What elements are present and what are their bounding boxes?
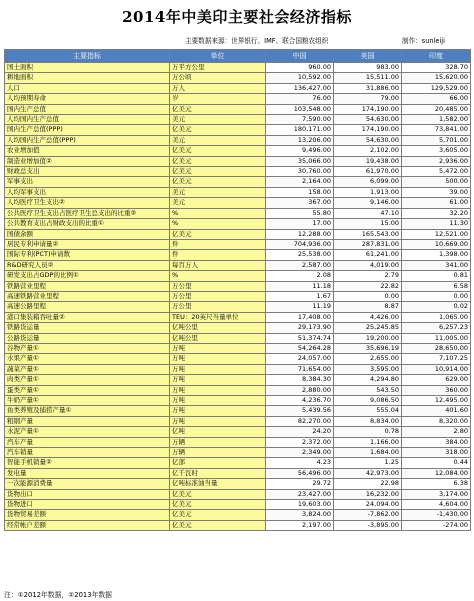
indicator-cell: 人均军事支出 — [5, 187, 170, 197]
china-value-cell: 24,057.00 — [266, 354, 334, 364]
unit-cell: 万吨 — [170, 364, 266, 374]
china-value-cell: 55.80 — [266, 208, 334, 218]
usa-value-cell: 1,684.00 — [334, 448, 402, 458]
indicator-cell: 肉类产量① — [5, 375, 170, 385]
china-value-cell: 24.20 — [266, 427, 334, 437]
indicator-cell: 研发支出占GDP的比例① — [5, 271, 170, 281]
unit-cell: TEU：20英尺当量单位 — [170, 312, 266, 322]
indicator-cell: 铁路货运量 — [5, 323, 170, 333]
unit-cell: 万辆 — [170, 437, 266, 447]
usa-value-cell: 79.00 — [334, 94, 402, 104]
india-value-cell: 2,936.00 — [402, 156, 471, 166]
india-value-cell: 32.20 — [402, 208, 471, 218]
unit-cell: 万吨 — [170, 343, 266, 353]
table-row — [5, 520, 471, 530]
unit-cell: 万吨 — [170, 375, 266, 385]
indicator-cell: 铁路营业里程 — [5, 281, 170, 291]
india-value-cell: 1,398.00 — [402, 250, 471, 260]
india-value-cell: 2.80 — [402, 427, 471, 437]
indicator-cell: 财政总支出 — [5, 167, 170, 177]
indicator-cell: 人均医疗卫生支出② — [5, 198, 170, 208]
indicator-cell: 公共教育支出占财政支出的比重① — [5, 219, 170, 229]
usa-value-cell: 543.50 — [334, 385, 402, 395]
usa-value-cell: -3,895.00 — [334, 520, 402, 530]
china-value-cell: 17.00 — [266, 219, 334, 229]
usa-value-cell: 0.78 — [334, 427, 402, 437]
usa-value-cell: 19,200.00 — [334, 333, 402, 343]
china-value-cell: 2,197.00 — [266, 520, 334, 530]
unit-cell: 美元 — [170, 198, 266, 208]
china-value-cell: 19,603.00 — [266, 500, 334, 510]
table-row — [5, 260, 471, 270]
indicator-cell: 智能手机销量② — [5, 458, 170, 468]
unit-cell: 亿部 — [170, 458, 266, 468]
usa-value-cell: 9,146.00 — [334, 198, 402, 208]
usa-value-cell: 2.79 — [334, 271, 402, 281]
unit-cell: 亿美元 — [170, 489, 266, 499]
table-row — [5, 167, 471, 177]
india-value-cell: 10,669.00 — [402, 239, 471, 249]
india-value-cell: 12,084.00 — [402, 468, 471, 478]
table-row — [5, 468, 471, 478]
header-india: 印度 — [402, 50, 471, 63]
india-value-cell: 5,472.00 — [402, 167, 471, 177]
unit-cell: 万人 — [170, 83, 266, 93]
india-value-cell: 3,605.00 — [402, 146, 471, 156]
usa-value-cell: 15,511.00 — [334, 73, 402, 83]
table-row — [5, 500, 471, 510]
usa-value-cell: 8,834.00 — [334, 416, 402, 426]
unit-cell: % — [170, 219, 266, 229]
india-value-cell: 7,107.25 — [402, 354, 471, 364]
usa-value-cell: 54,630.00 — [334, 115, 402, 125]
usa-value-cell: 2,102.00 — [334, 146, 402, 156]
table-row — [5, 177, 471, 187]
china-value-cell: 29,173.90 — [266, 323, 334, 333]
india-value-cell: 15,620.00 — [402, 73, 471, 83]
india-value-cell: 5,701.00 — [402, 135, 471, 145]
table-row — [5, 406, 471, 416]
usa-value-cell: 6,099.00 — [334, 177, 402, 187]
unit-cell: 岁 — [170, 94, 266, 104]
indicator-cell: 汽车产量 — [5, 437, 170, 447]
table-row — [5, 156, 471, 166]
indicator-cell: 发电量 — [5, 468, 170, 478]
china-value-cell: 10,592.00 — [266, 73, 334, 83]
footnote: 注：①2012年数据，②2013年数据 — [4, 591, 112, 599]
table-row — [5, 115, 471, 125]
china-value-cell: 4.23 — [266, 458, 334, 468]
china-value-cell: 3,824.00 — [266, 510, 334, 520]
document-title: 2014年中美印主要社会经济指标 — [122, 8, 352, 26]
usa-value-cell: 4,019.00 — [334, 260, 402, 270]
india-value-cell: 39.00 — [402, 187, 471, 197]
indicator-cell: 制造业增加值② — [5, 156, 170, 166]
unit-cell: 亿吨公里 — [170, 323, 266, 333]
china-value-cell: 2,372.00 — [266, 437, 334, 447]
china-value-cell: 4,236.70 — [266, 396, 334, 406]
usa-value-cell: 165,543.00 — [334, 229, 402, 239]
china-value-cell: 51,374.74 — [266, 333, 334, 343]
unit-cell: 万公里 — [170, 281, 266, 291]
table-row — [5, 448, 471, 458]
table-row — [5, 364, 471, 374]
indicator-cell: 人均国内生产总值 — [5, 115, 170, 125]
table-row — [5, 510, 471, 520]
table-row — [5, 416, 471, 426]
india-value-cell: 28,650.00 — [402, 343, 471, 353]
china-value-cell: 25,538.00 — [266, 250, 334, 260]
unit-cell: 万吨 — [170, 416, 266, 426]
usa-value-cell: 555.04 — [334, 406, 402, 416]
unit-cell: 亿美元 — [170, 510, 266, 520]
unit-cell: 亿美元 — [170, 500, 266, 510]
table-row — [5, 375, 471, 385]
unit-cell: 亿美元 — [170, 167, 266, 177]
china-value-cell: 2,164.00 — [266, 177, 334, 187]
usa-value-cell: 22.82 — [334, 281, 402, 291]
table-row — [5, 73, 471, 83]
india-value-cell: 11,005.00 — [402, 333, 471, 343]
unit-cell: 件 — [170, 239, 266, 249]
indicator-cell: 汽车销量 — [5, 448, 170, 458]
india-value-cell: 6.58 — [402, 281, 471, 291]
unit-cell: 万公里 — [170, 291, 266, 301]
table-row — [5, 250, 471, 260]
table-row — [5, 458, 471, 468]
china-value-cell: 17,408.00 — [266, 312, 334, 322]
indicator-cell: 高速公路里程 — [5, 302, 170, 312]
indicator-cell: 经常帐户差额 — [5, 520, 170, 530]
unit-cell: 亿吨公里 — [170, 333, 266, 343]
india-value-cell: 500.00 — [402, 177, 471, 187]
usa-value-cell: 22.98 — [334, 479, 402, 489]
usa-value-cell: 983.00 — [334, 63, 402, 73]
china-value-cell: 704,936.00 — [266, 239, 334, 249]
china-value-cell: 54,264.28 — [266, 343, 334, 353]
usa-value-cell: 19,438.00 — [334, 156, 402, 166]
indicator-cell: 蛋类产量① — [5, 385, 170, 395]
table-row — [5, 291, 471, 301]
table-row — [5, 385, 471, 395]
china-value-cell: 8,384.30 — [266, 375, 334, 385]
usa-value-cell: -7,862.00 — [334, 510, 402, 520]
unit-cell: 件 — [170, 250, 266, 260]
india-value-cell: 20,485.00 — [402, 104, 471, 114]
usa-value-cell: 35,696.19 — [334, 343, 402, 353]
indicator-cell: 公路货运量 — [5, 333, 170, 343]
india-value-cell: 6,257.23 — [402, 323, 471, 333]
unit-cell: 万辆 — [170, 448, 266, 458]
usa-value-cell: 4,294.80 — [334, 375, 402, 385]
unit-cell: 万吨 — [170, 396, 266, 406]
india-value-cell: 0.02 — [402, 302, 471, 312]
india-value-cell: 318.00 — [402, 448, 471, 458]
china-value-cell: 35,066.00 — [266, 156, 334, 166]
indicator-cell: 农业增加值 — [5, 146, 170, 156]
unit-cell: 亿美元 — [170, 104, 266, 114]
usa-value-cell: 1,166.00 — [334, 437, 402, 447]
table-row — [5, 229, 471, 239]
header-unit: 单位 — [170, 50, 266, 63]
table-row — [5, 63, 471, 73]
india-value-cell: 12,521.00 — [402, 229, 471, 239]
india-value-cell: 629.00 — [402, 375, 471, 385]
usa-value-cell: 287,831.00 — [334, 239, 402, 249]
india-value-cell: 11.30 — [402, 219, 471, 229]
unit-cell: 万公顷 — [170, 73, 266, 83]
china-value-cell: 29.72 — [266, 479, 334, 489]
indicator-cell: 粗钢产量 — [5, 416, 170, 426]
indicator-cell: R&D研究人员② — [5, 260, 170, 270]
usa-value-cell: 15.00 — [334, 219, 402, 229]
indicator-cell: 人均国内生产总值(PPP) — [5, 135, 170, 145]
table-row — [5, 427, 471, 437]
china-value-cell: 2.08 — [266, 271, 334, 281]
table-row — [5, 146, 471, 156]
usa-value-cell: 1.25 — [334, 458, 402, 468]
china-value-cell: 2,880.00 — [266, 385, 334, 395]
usa-value-cell: 2,655.00 — [334, 354, 402, 364]
usa-value-cell: 3,595.00 — [334, 364, 402, 374]
table-row — [5, 396, 471, 406]
china-value-cell: 30,760.00 — [266, 167, 334, 177]
usa-value-cell: 54,630.00 — [334, 135, 402, 145]
china-value-cell: 103,548.00 — [266, 104, 334, 114]
china-value-cell: 158.00 — [266, 187, 334, 197]
india-value-cell: 1,065.00 — [402, 312, 471, 322]
unit-cell: 万吨 — [170, 406, 266, 416]
unit-cell: 亿美元 — [170, 146, 266, 156]
usa-value-cell: 31,886.00 — [334, 83, 402, 93]
china-value-cell: 76.00 — [266, 94, 334, 104]
china-value-cell: 23,427.00 — [266, 489, 334, 499]
usa-value-cell: 1,913.00 — [334, 187, 402, 197]
indicator-cell: 军事支出 — [5, 177, 170, 187]
indicator-cell: 人均预期寿命 — [5, 94, 170, 104]
table-row — [5, 343, 471, 353]
china-value-cell: 2,349.00 — [266, 448, 334, 458]
china-value-cell: 1.67 — [266, 291, 334, 301]
table-row — [5, 135, 471, 145]
usa-value-cell: 0.00 — [334, 291, 402, 301]
usa-value-cell: 8.87 — [334, 302, 402, 312]
unit-cell: 亿千瓦时 — [170, 468, 266, 478]
india-value-cell: 129,529.00 — [402, 83, 471, 93]
unit-cell: 亿美元 — [170, 156, 266, 166]
china-value-cell: 11.19 — [266, 302, 334, 312]
usa-value-cell: 24,094.00 — [334, 500, 402, 510]
china-value-cell: 12,288.00 — [266, 229, 334, 239]
indicator-cell: 居民专利申请量② — [5, 239, 170, 249]
indicator-cell: 耕地面积 — [5, 73, 170, 83]
table-row — [5, 489, 471, 499]
china-value-cell: 180,171.00 — [266, 125, 334, 135]
indicator-cell: 牛奶产量① — [5, 396, 170, 406]
unit-cell: 亿吨标准油当量 — [170, 479, 266, 489]
india-value-cell: -1,430.00 — [402, 510, 471, 520]
unit-cell: 万平方公里 — [170, 63, 266, 73]
usa-value-cell: 174,190.00 — [334, 125, 402, 135]
table-row — [5, 198, 471, 208]
usa-value-cell: 42,973.00 — [334, 468, 402, 478]
indicator-cell: 港口集装箱吞吐量② — [5, 312, 170, 322]
usa-value-cell: 9,086.50 — [334, 396, 402, 406]
table-row — [5, 437, 471, 447]
india-value-cell: 6.38 — [402, 479, 471, 489]
indicator-cell: 谷物产量① — [5, 343, 170, 353]
china-value-cell: 5,439.56 — [266, 406, 334, 416]
usa-value-cell: 174,190.00 — [334, 104, 402, 114]
unit-cell: 美元 — [170, 135, 266, 145]
indicator-table — [4, 49, 471, 531]
indicator-cell: 国土面积 — [5, 63, 170, 73]
table-row — [5, 104, 471, 114]
indicator-cell: 国内生产总值 — [5, 104, 170, 114]
usa-value-cell: 47.10 — [334, 208, 402, 218]
china-value-cell: 960.00 — [266, 63, 334, 73]
usa-value-cell: 25,245.85 — [334, 323, 402, 333]
india-value-cell: 360.00 — [402, 385, 471, 395]
unit-cell: 每百万人 — [170, 260, 266, 270]
table-row — [5, 354, 471, 364]
usa-value-cell: 16,232.00 — [334, 489, 402, 499]
unit-cell: 美元 — [170, 187, 266, 197]
india-value-cell: 0.44 — [402, 458, 471, 468]
table-row — [5, 333, 471, 343]
china-value-cell: 11.18 — [266, 281, 334, 291]
india-value-cell: 10,914.00 — [402, 364, 471, 374]
indicator-cell: 货物贸易差额 — [5, 510, 170, 520]
author-credit: 制作：sunleiji — [402, 37, 445, 45]
china-value-cell: 9,496.00 — [266, 146, 334, 156]
table-header-row — [5, 50, 471, 63]
indicator-cell: 人口 — [5, 83, 170, 93]
china-value-cell: 56,496.00 — [266, 468, 334, 478]
china-value-cell: 367.00 — [266, 198, 334, 208]
table-row — [5, 302, 471, 312]
indicator-cell: 蔬菜产量① — [5, 364, 170, 374]
indicator-cell: 水果产量① — [5, 354, 170, 364]
header-china: 中国 — [266, 50, 334, 63]
india-value-cell: -274.00 — [402, 520, 471, 530]
unit-cell: 亿美元 — [170, 177, 266, 187]
india-value-cell: 1,582.00 — [402, 115, 471, 125]
india-value-cell: 66.00 — [402, 94, 471, 104]
china-value-cell: 71,654.00 — [266, 364, 334, 374]
india-value-cell: 0.81 — [402, 271, 471, 281]
unit-cell: 美元 — [170, 115, 266, 125]
table-row — [5, 187, 471, 197]
table-row — [5, 94, 471, 104]
unit-cell: 亿美元 — [170, 520, 266, 530]
usa-value-cell: 61,241.00 — [334, 250, 402, 260]
indicator-cell: 国际专利(PCT)申请数 — [5, 250, 170, 260]
india-value-cell: 8,320.00 — [402, 416, 471, 426]
india-value-cell: 341.00 — [402, 260, 471, 270]
unit-cell: 万吨 — [170, 385, 266, 395]
indicator-cell: 水泥产量① — [5, 427, 170, 437]
india-value-cell: 0.00 — [402, 291, 471, 301]
china-value-cell: 82,270.00 — [266, 416, 334, 426]
table-row — [5, 219, 471, 229]
india-value-cell: 73,841.00 — [402, 125, 471, 135]
usa-value-cell: 61,970.00 — [334, 167, 402, 177]
indicator-cell: 公共医疗卫生支出占医疗卫生总支出的比重② — [5, 208, 170, 218]
usa-value-cell: 4,426.00 — [334, 312, 402, 322]
table-row — [5, 271, 471, 281]
table-row — [5, 83, 471, 93]
china-value-cell: 7,590.00 — [266, 115, 334, 125]
table-row — [5, 323, 471, 333]
table-row — [5, 281, 471, 291]
indicator-cell: 一次能源消费量 — [5, 479, 170, 489]
unit-cell: 亿美元 — [170, 229, 266, 239]
table-row — [5, 479, 471, 489]
unit-cell: 亿吨 — [170, 427, 266, 437]
unit-cell: 亿美元 — [170, 125, 266, 135]
india-value-cell: 3,174.00 — [402, 489, 471, 499]
china-value-cell: 136,427.00 — [266, 83, 334, 93]
table-row — [5, 239, 471, 249]
china-value-cell: 13,206.00 — [266, 135, 334, 145]
india-value-cell: 401.60 — [402, 406, 471, 416]
header-indicator: 主要指标 — [5, 50, 170, 63]
data-source-note: 主要数据来源：世界银行、IMF、联合国粮农组织 — [185, 37, 329, 45]
india-value-cell: 384.00 — [402, 437, 471, 447]
india-value-cell: 328.70 — [402, 63, 471, 73]
header-usa: 美国 — [334, 50, 402, 63]
table-row — [5, 125, 471, 135]
india-value-cell: 4,604.00 — [402, 500, 471, 510]
indicator-cell: 货物进口 — [5, 500, 170, 510]
table-row — [5, 312, 471, 322]
unit-cell: 万公里 — [170, 302, 266, 312]
indicator-cell: 鱼类养殖及捕捞产量① — [5, 406, 170, 416]
india-value-cell: 12,495.00 — [402, 396, 471, 406]
india-value-cell: 61.00 — [402, 198, 471, 208]
indicator-cell: 国内生产总值(PPP) — [5, 125, 170, 135]
unit-cell: % — [170, 271, 266, 281]
indicator-cell: 高速铁路营业里程 — [5, 291, 170, 301]
unit-cell: % — [170, 208, 266, 218]
indicator-cell: 国债余额 — [5, 229, 170, 239]
indicator-cell: 货物出口 — [5, 489, 170, 499]
china-value-cell: 2,587.00 — [266, 260, 334, 270]
unit-cell: 万吨 — [170, 354, 266, 364]
table-row — [5, 208, 471, 218]
